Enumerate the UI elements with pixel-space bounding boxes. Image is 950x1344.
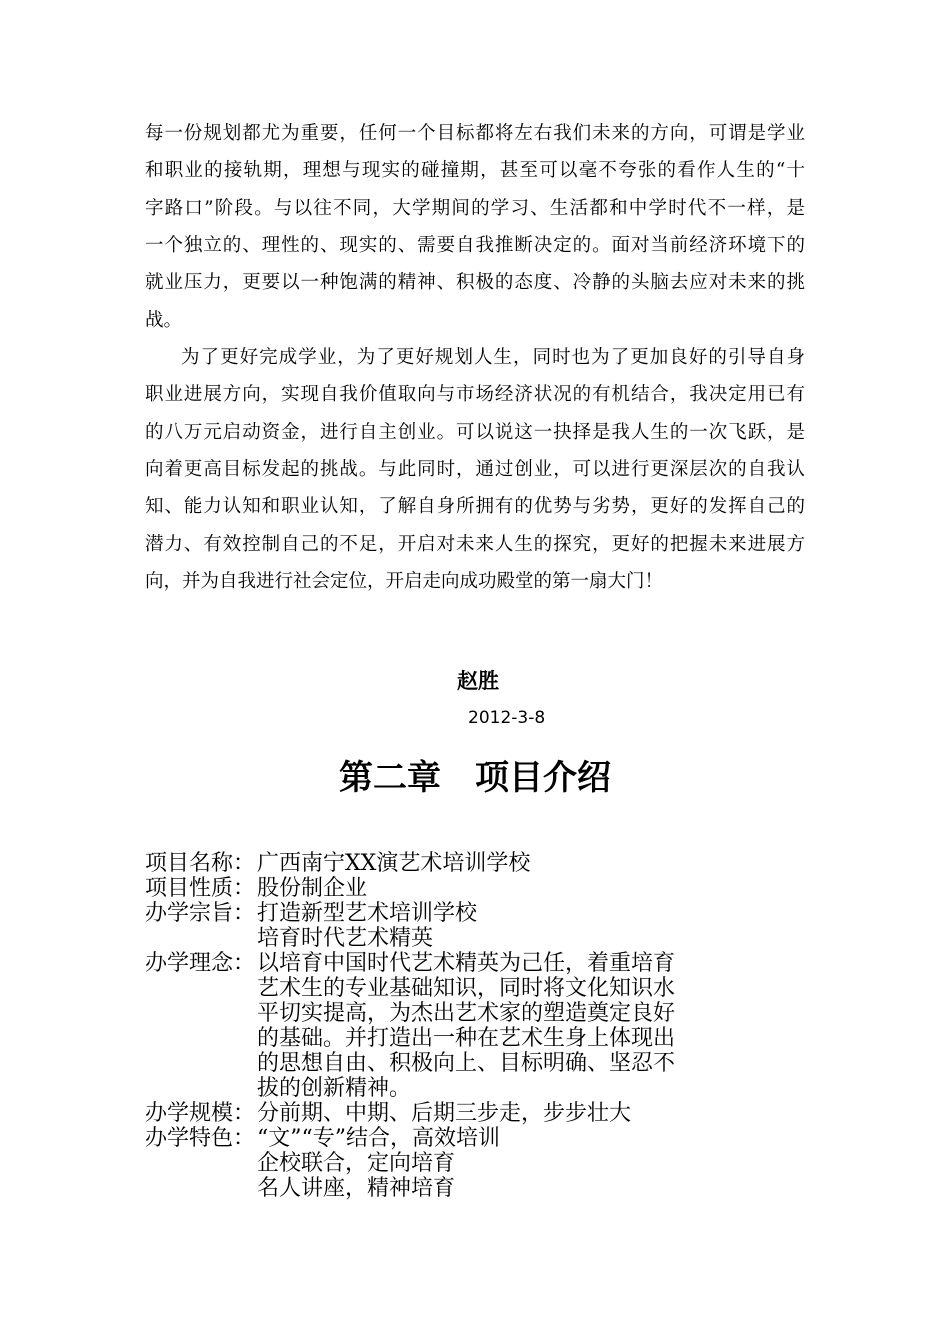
project-feature-item: 名人讲座，精神培育 xyxy=(257,1176,456,1201)
paragraph-line: 的八万元启动资金，进行自主创业。可以说这一抉择是我人生的一次飞跃，是 xyxy=(145,421,805,443)
paragraph-line: 向着更高目标发起的挑战。与此同时，通过创业，可以进行更深层次的自我认 xyxy=(145,458,805,480)
paragraph-line: 职业进展方向，实现自我价值取向与市场经济状况的有机结合，我决定用已有 xyxy=(145,384,805,406)
project-philosophy-line: 艺术生的专业基础知识，同时将文化知识水 xyxy=(257,976,676,1001)
project-details xyxy=(145,851,745,1201)
paragraph-line: 就业压力，更要以一种饱满的精神、积极的态度、冷静的头脑去应对未来的挑 xyxy=(145,272,805,294)
project-philosophy-line: 的思想自由、积极向上、目标明确、坚忍不 xyxy=(257,1051,676,1076)
project-scale-value: 分前期、中期、后期三步走，步步壮大 xyxy=(257,1101,632,1126)
project-name-label: 项目名称： xyxy=(145,851,256,876)
paragraph-line: 知、能力认知和职业认知，了解自身所拥有的优势与劣势，更好的发挥自己的 xyxy=(145,496,805,518)
project-philosophy-values xyxy=(257,951,675,1101)
project-philosophy-label: 办学理念： xyxy=(145,951,256,976)
paragraph-line: 字路口”阶段。与以往不同，大学期间的学习、生活都和中学时代不一样，是 xyxy=(145,197,805,219)
project-name-value: 广西南宁XX演艺术培训学校 xyxy=(257,851,531,876)
project-row-purpose xyxy=(145,901,745,951)
paragraph-line: 向，并为自我进行社会定位，开启走向成功殿堂的第一扇大门！ xyxy=(145,570,664,592)
project-philosophy-line: 拔的创新精神。 xyxy=(257,1076,412,1101)
project-features-values xyxy=(257,1126,500,1201)
project-feature-item: “文”“专”结合，高效培训 xyxy=(257,1126,500,1151)
paragraph-line: 潜力、有效控制自己的不足，开启对未来人生的探究，更好的把握未来进展方 xyxy=(145,533,805,555)
intro-text xyxy=(145,115,805,600)
project-nature-value: 股份制企业 xyxy=(257,876,368,901)
project-scale-values xyxy=(257,1101,631,1126)
project-feature-item: 企校联合，定向培育 xyxy=(257,1151,456,1176)
paragraph-line: 每一份规划都尤为重要，任何一个目标都将左右我们未来的方向，可谓是学业 xyxy=(145,123,805,144)
paragraph-line: 战。 xyxy=(145,309,183,331)
project-purpose-values xyxy=(257,901,477,951)
signature-name: 赵胜 xyxy=(457,669,499,693)
project-row-philosophy xyxy=(145,951,745,1101)
intro-paragraph-2 xyxy=(145,339,805,600)
project-philosophy-line: 的基础。并打造出一种在艺术生身上体现出 xyxy=(257,1026,676,1051)
project-row-scale xyxy=(145,1101,745,1126)
project-purpose-label: 办学宗旨： xyxy=(145,901,256,926)
paragraph-line: 一个独立的、理性的、现实的、需要自我推断决定的。面对当前经济环境下的 xyxy=(145,234,805,256)
project-row-nature xyxy=(145,876,745,901)
intro-paragraph-1 xyxy=(145,115,805,339)
project-nature-values xyxy=(257,876,367,901)
signature-date: 2012-3-8 xyxy=(468,708,546,728)
chapter-title: 第二章 项目介绍 xyxy=(339,758,611,798)
project-row-features xyxy=(145,1126,745,1201)
paragraph-line: 为了更好完成学业，为了更好规划人生，同时也为了更加良好的引导自身 xyxy=(181,346,805,368)
project-name-values xyxy=(257,851,530,876)
project-philosophy-line: 平切实提高，为杰出艺术家的塑造奠定良好 xyxy=(257,1001,676,1026)
project-purpose-value: 培育时代艺术精英 xyxy=(257,926,434,951)
project-scale-label: 办学规模： xyxy=(145,1101,256,1126)
project-row-name xyxy=(145,851,745,876)
project-nature-label: 项目性质： xyxy=(145,876,256,901)
project-purpose-value: 打造新型艺术培训学校 xyxy=(257,901,478,926)
project-philosophy-line: 以培育中国时代艺术精英为己任，着重培育 xyxy=(257,951,676,976)
paragraph-line: 和职业的接轨期，理想与现实的碰撞期，甚至可以毫不夸张的看作人生的“十 xyxy=(145,160,805,182)
project-features-label: 办学特色： xyxy=(145,1126,256,1151)
